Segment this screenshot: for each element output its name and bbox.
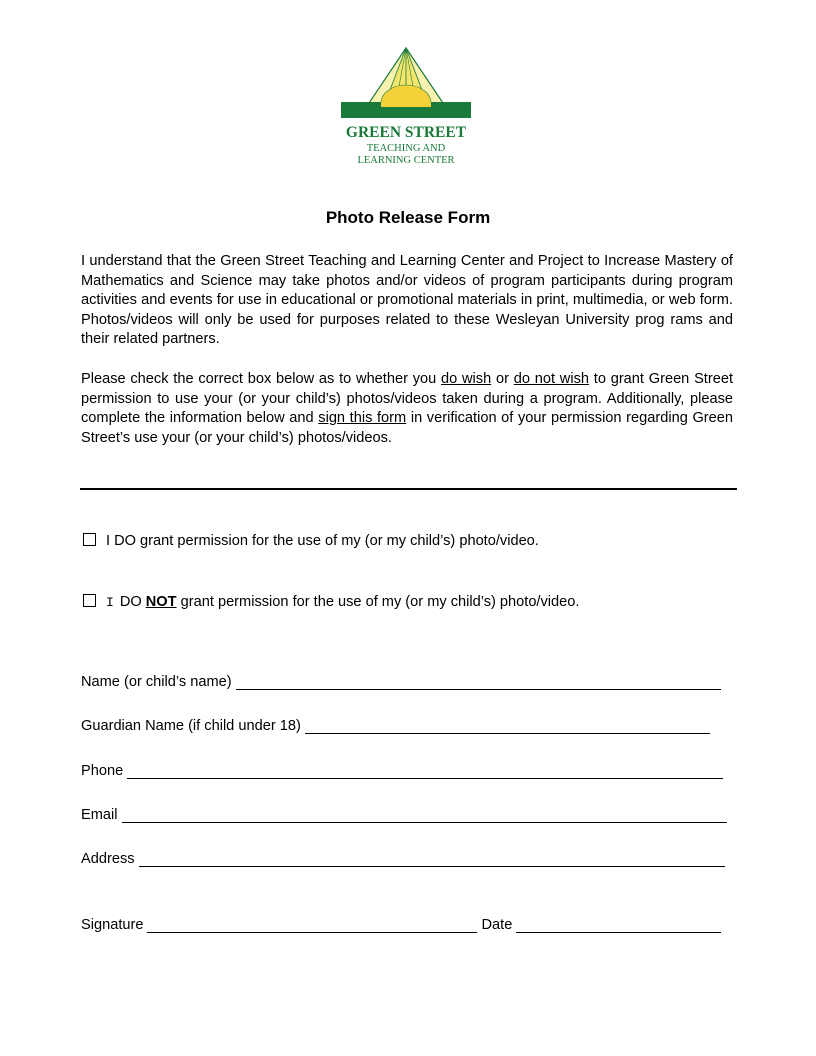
date-line[interactable] bbox=[516, 916, 721, 933]
logo-line1: GREEN STREET bbox=[345, 124, 467, 141]
address-line[interactable] bbox=[139, 850, 725, 867]
deny-checkbox[interactable] bbox=[83, 594, 96, 607]
email-field[interactable] bbox=[81, 806, 727, 823]
signature-line[interactable] bbox=[147, 916, 477, 933]
phone-line[interactable] bbox=[127, 762, 723, 779]
section-divider bbox=[80, 488, 737, 490]
deny-label-do: DO bbox=[119, 594, 142, 610]
date-label: Date bbox=[481, 917, 513, 933]
deny-permission-option[interactable] bbox=[83, 594, 579, 610]
email-line[interactable] bbox=[122, 806, 727, 823]
grant-permission-option[interactable] bbox=[83, 533, 539, 549]
phone-field[interactable] bbox=[81, 762, 723, 779]
guardian-label: Guardian Name (if child under 18) bbox=[81, 718, 301, 734]
intro-paragraph: I understand that the Green Street Teaching and Learning Center and Project to Increase Mastery of Mathematics and Science may take photos and/or videos of program participants during program activities and events for use in educational or promotional materials in print, multimedia, or web form. Photos/videos will only be used for purposes related to these Wesleyan University prog rams and their related partners. bbox=[81, 253, 733, 347]
page-title: Photo Release Form bbox=[325, 208, 491, 227]
deny-label-rest: grant permission for the use of my (or my child’s) photo/video. bbox=[176, 594, 580, 610]
signature-label: Signature bbox=[81, 917, 144, 933]
instructions-text-b: or bbox=[491, 371, 514, 387]
grant-checkbox[interactable] bbox=[83, 533, 96, 546]
instructions-do-wish: do wish bbox=[441, 371, 492, 387]
logo-line3: LEARNING CENTER bbox=[357, 155, 455, 166]
name-field[interactable] bbox=[81, 673, 721, 690]
address-field[interactable] bbox=[81, 850, 725, 867]
instructions-do-not-wish: do not wish bbox=[513, 371, 589, 387]
logo-line2: TEACHING AND bbox=[366, 143, 446, 154]
instructions-text-c: to grant Green Street permission to use your (or your child’s) photos/videos taken during a program. Additionally, please complete the information below and bbox=[81, 371, 734, 426]
phone-label: Phone bbox=[81, 763, 124, 779]
guardian-line[interactable] bbox=[305, 717, 710, 734]
instructions-sign-this-form: sign this form bbox=[318, 410, 407, 426]
grant-label: I DO grant permission for the use of my (or my child’s) photo/video. bbox=[106, 533, 539, 549]
guardian-field[interactable] bbox=[81, 717, 710, 734]
email-label: Email bbox=[81, 807, 118, 823]
instructions-paragraph bbox=[81, 370, 733, 448]
deny-label-i: I bbox=[106, 595, 114, 610]
address-label: Address bbox=[81, 851, 135, 867]
signature-field[interactable] bbox=[81, 916, 721, 933]
green-street-logo bbox=[341, 46, 471, 168]
deny-label-not: NOT bbox=[145, 594, 177, 610]
instructions-text-a: Please check the correct box below as to whether you bbox=[81, 371, 442, 387]
name-label: Name (or child’s name) bbox=[81, 674, 232, 690]
name-line[interactable] bbox=[236, 673, 721, 690]
instructions-text-d: in verification of your permission regarding Green Street’s use your (or your child’s) photos/videos. bbox=[81, 410, 734, 446]
